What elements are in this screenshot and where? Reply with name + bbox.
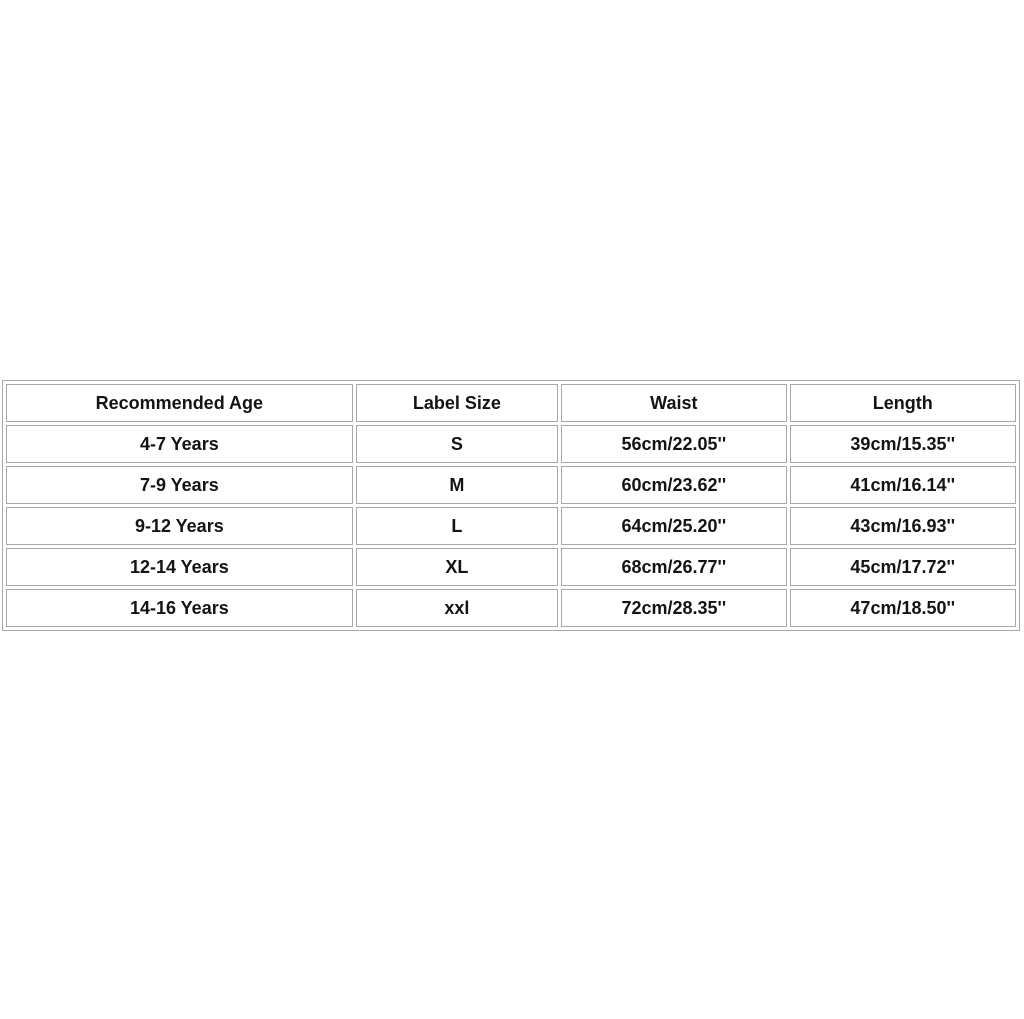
cell-waist: 72cm/28.35'' xyxy=(561,589,786,627)
cell-label-size: M xyxy=(356,466,558,504)
table-header-row xyxy=(6,384,1016,422)
cell-age: 14-16 Years xyxy=(6,589,353,627)
header-label-size: Label Size xyxy=(356,384,558,422)
size-chart xyxy=(2,380,1020,631)
cell-length: 45cm/17.72'' xyxy=(790,548,1016,586)
cell-length: 39cm/15.35'' xyxy=(790,425,1016,463)
cell-label-size: XL xyxy=(356,548,558,586)
cell-length: 47cm/18.50'' xyxy=(790,589,1016,627)
cell-age: 9-12 Years xyxy=(6,507,353,545)
cell-length: 41cm/16.14'' xyxy=(790,466,1016,504)
cell-age: 12-14 Years xyxy=(6,548,353,586)
cell-waist: 56cm/22.05'' xyxy=(561,425,786,463)
table-row xyxy=(6,548,1016,586)
cell-age: 4-7 Years xyxy=(6,425,353,463)
table-row xyxy=(6,507,1016,545)
header-length: Length xyxy=(790,384,1016,422)
cell-label-size: S xyxy=(356,425,558,463)
cell-length: 43cm/16.93'' xyxy=(790,507,1016,545)
header-waist: Waist xyxy=(561,384,786,422)
cell-waist: 68cm/26.77'' xyxy=(561,548,786,586)
cell-waist: 64cm/25.20'' xyxy=(561,507,786,545)
cell-waist: 60cm/23.62'' xyxy=(561,466,786,504)
cell-age: 7-9 Years xyxy=(6,466,353,504)
table-row xyxy=(6,466,1016,504)
header-recommended-age: Recommended Age xyxy=(6,384,353,422)
cell-label-size: L xyxy=(356,507,558,545)
size-chart-table xyxy=(3,381,1019,630)
table-row xyxy=(6,589,1016,627)
cell-label-size: xxl xyxy=(356,589,558,627)
table-row xyxy=(6,425,1016,463)
